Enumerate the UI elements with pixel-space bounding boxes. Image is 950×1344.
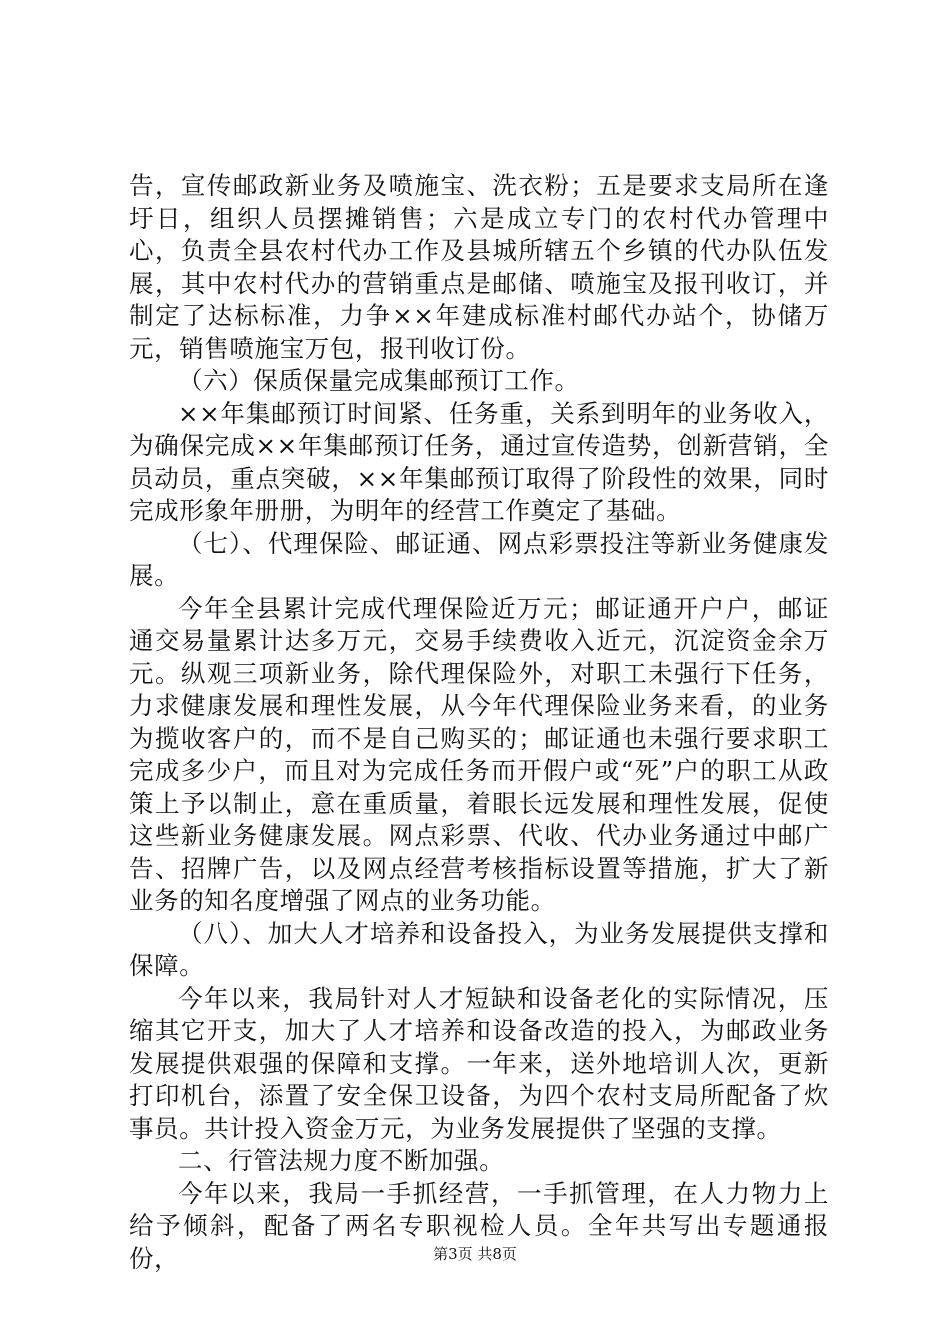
- section-heading-seven: （七）、代理保险、邮证通、网点彩票投注等新业务健康发展。: [129, 528, 829, 590]
- document-body: [129, 170, 829, 1275]
- paragraph-talent-equipment: 今年以来，我局针对人才短缺和设备老化的实际情况，压缩其它开支，加大了人才培养和设备改造的投入，为邮政业务发展提供艰强的保障和支撑。一年来，送外地培训人次，更新打印机台，添置了安全保卫设备，为四个农村支局所配备了炊事员。共计投入资金万元，为业务发展提供了坚强的支撑。: [129, 983, 829, 1143]
- paragraph-new-business: 今年全县累计完成代理保险近万元；邮证通开户户，邮证通交易量累计达多万元，交易手续费收入近元，沉淀资金余万元。纵观三项新业务，除代理保险外，对职工未强行下任务，力求健康发展和理性发展，从今年代理保险业务来看，的业务为揽收客户的，而不是自己购买的；邮证通也未强行要求职工完成多少户，而且对为完成任务而开假户或“死”户的职工从政策上予以制止，意在重质量，着眼长远发展和理性发展，促使这些新业务健康发展。网点彩票、代收、代办业务通过中邮广告、招牌广告，以及网点经营考核指标设置等措施，扩大了新业务的知名度增强了网点的业务功能。: [129, 593, 829, 915]
- paragraph-continuation: 告，宣传邮政新业务及喷施宝、洗衣粉；五是要求支局所在逢圩日，组织人员摆摊销售；六是成立专门的农村代办管理中心，负责全县农村代办工作及县城所辖五个乡镇的代办队伍发展，其中农村代办的营销重点是邮储、喷施宝及报刊收订，并制定了达标标准，力争××年建成标准村邮代办站个，协储万元，销售喷施宝万包，报刊收订份。: [129, 171, 829, 363]
- section-heading-eight: （八）、加大人才培养和设备投入，为业务发展提供支撑和保障。: [129, 918, 829, 980]
- paragraph-management: 今年以来，我局一手抓经营，一手抓管理，在人力物力上给予倾斜，配备了两名专职视检人员。全年共写出专题通报份，: [129, 1178, 829, 1273]
- section-heading-six: （六）保质保量完成集邮预订工作。: [178, 366, 580, 395]
- page-number-footer: 第3页 共8页: [433, 1245, 517, 1263]
- paragraph-stamp-preorder: ××年集邮预订时间紧、任务重，关系到明年的业务收入，为确保完成××年集邮预订任务，通过宣传造势，创新营销，全员动员，重点突破，××年集邮预订取得了阶段性的效果，同时完成形象年册册，为明年的经营工作奠定了基础。: [129, 398, 829, 525]
- section-heading-two: 二、行管法规力度不断加强。: [178, 1146, 505, 1175]
